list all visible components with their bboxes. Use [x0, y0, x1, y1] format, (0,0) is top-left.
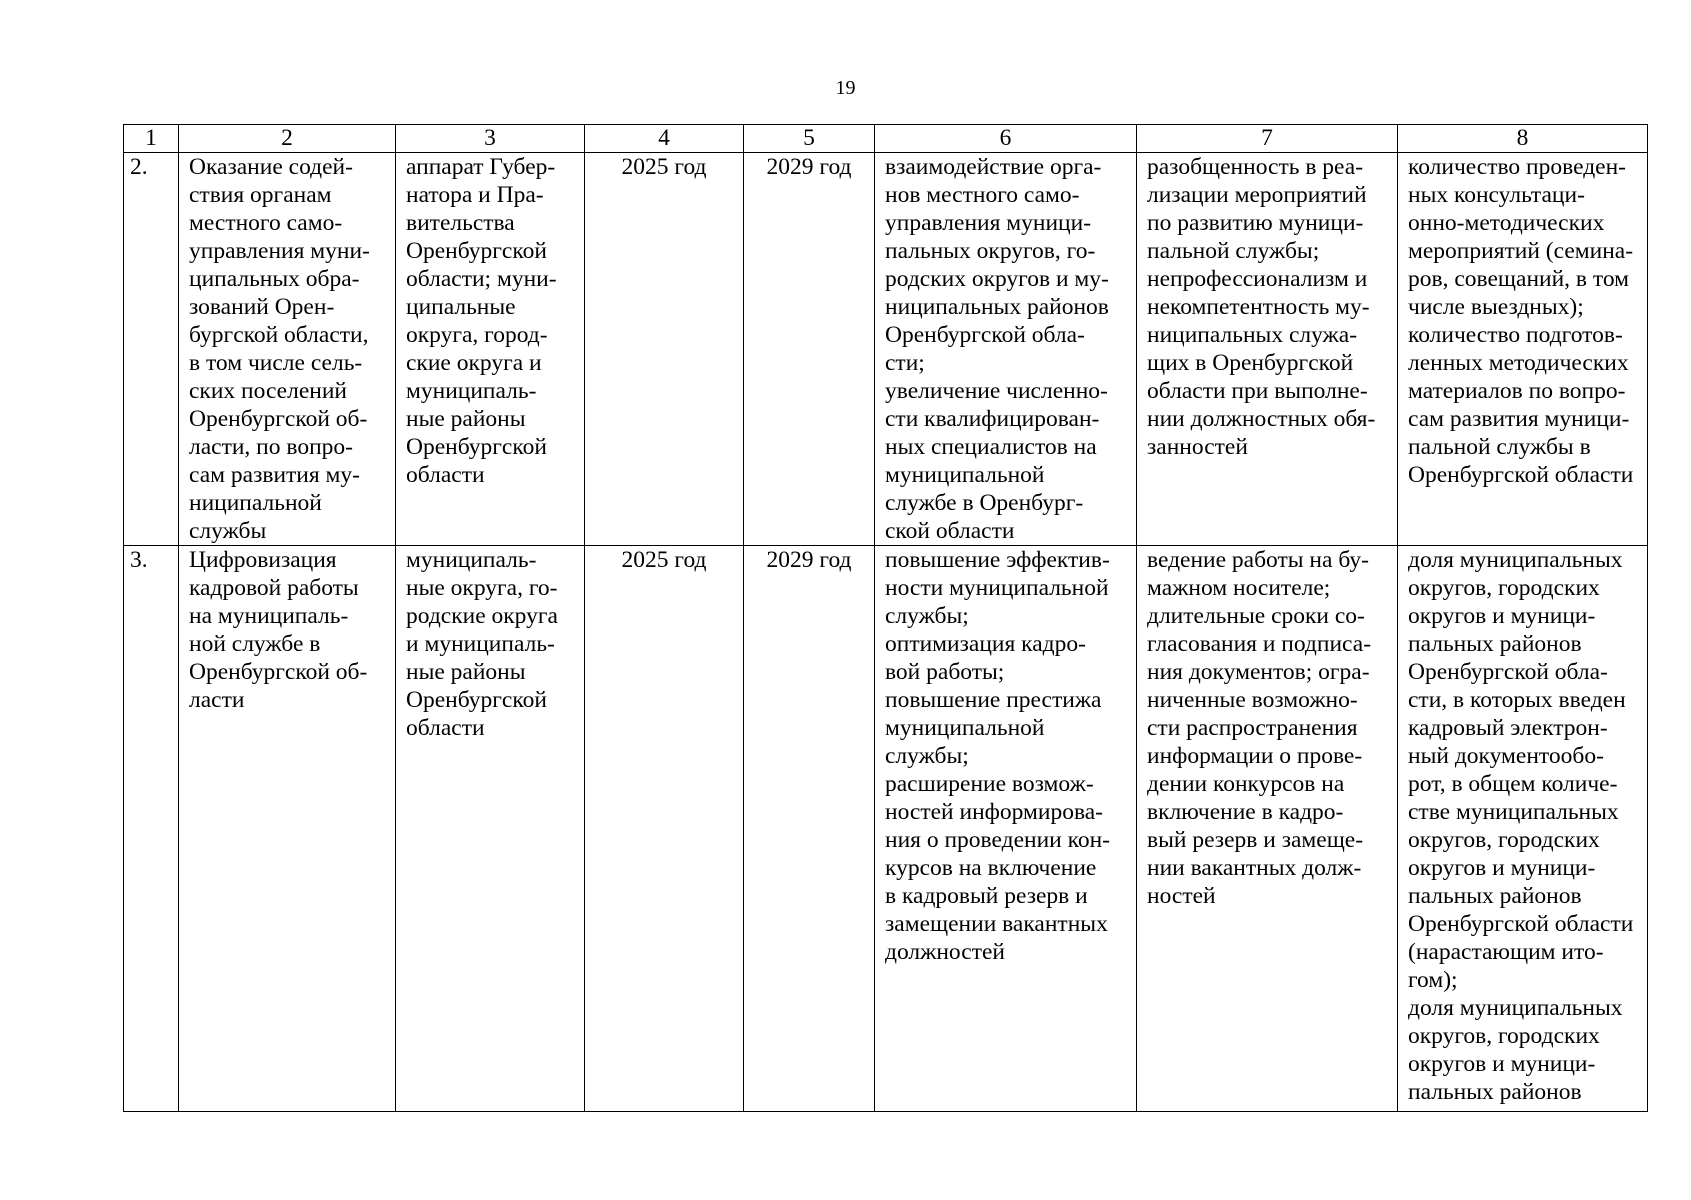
indicators-cell [1398, 546, 1648, 1112]
measure-cell [179, 153, 396, 546]
start-year-text: 2025 год [621, 547, 707, 573]
header-col-7: 7 [1137, 125, 1398, 153]
indicators-cell [1398, 153, 1648, 546]
consequences-cell [1137, 153, 1398, 546]
page-number: 19 [835, 77, 856, 99]
result-cell [875, 153, 1137, 546]
executor-text: муниципаль- ные округа, го- родские округа и муниципаль- ные районы Оренбургской области [406, 547, 558, 741]
header-col-1: 1 [124, 125, 179, 153]
executor-cell [396, 546, 585, 1112]
table-row [124, 153, 1648, 546]
header-col-8: 8 [1398, 125, 1648, 153]
header-col-3: 3 [396, 125, 585, 153]
row-number-text: 3. [130, 547, 148, 573]
start-year-cell [585, 153, 744, 546]
consequences-text: ведение работы на бу- мажном носителе; длительные сроки со- гласования и подписа- ния документов; огра- ниченные возможно- сти распространения информации о прове- дении конкурсов на включение в кадро- вый резерв и замеще- нии вакантных долж- ностей [1147, 547, 1372, 909]
indicators-text: доля муниципальных округов, городских округов и муници- пальных районов Оренбургской обла- сти, в которых введен кадровый электрон- ный документообо- рот, в общем количе- стве муниципальных округов, городских округов и муници- пальных районов Оренбургской области (нарастающим ито- гом); доля муниципальных округов, городских округов и муници- пальных районов [1408, 547, 1634, 1105]
header-col-2: 2 [179, 125, 396, 153]
end-year-text: 2029 год [766, 547, 852, 573]
result-cell [875, 546, 1137, 1112]
row-number-text: 2. [130, 154, 148, 180]
table-row [124, 546, 1648, 1112]
row-number [124, 153, 179, 546]
row-number [124, 546, 179, 1112]
header-col-5: 5 [744, 125, 875, 153]
consequences-cell [1137, 546, 1398, 1112]
end-year-text: 2029 год [766, 154, 852, 180]
start-year-cell [585, 546, 744, 1112]
executor-text: аппарат Губер- натора и Пра- вительства Оренбургской области; муни- ципальные округа, город- ские округа и муниципаль- ные районы Оренбургской области [406, 154, 557, 488]
header-col-4: 4 [585, 125, 744, 153]
measure-text: Оказание содей- ствия органам местного само- управления муни- ципальных обра- зований Орен- бургской области, в том числе сель- ских поселений Оренбургской об- ласти, по вопро- сам развития му- ниципальной службы [189, 154, 370, 544]
measure-cell [179, 546, 396, 1112]
table-header-row [124, 125, 1648, 153]
executor-cell [396, 153, 585, 546]
measures-table [123, 124, 1648, 1112]
result-text: повышение эффектив- ности муниципальной службы; оптимизация кадро- вой работы; повышение престижа муниципальной службы; расширение возмож- ностей информирова- ния о проведении кон- курсов на включение в кадровый резерв и замещении вакантных должностей [885, 547, 1110, 965]
end-year-cell [744, 546, 875, 1112]
end-year-cell [744, 153, 875, 546]
start-year-text: 2025 год [621, 154, 707, 180]
header-col-6: 6 [875, 125, 1137, 153]
consequences-text: разобщенность в реа- лизации мероприятий по развитию муници- пальной службы; непрофессионализм и некомпетентность му- ниципальных служа- щих в Оренбургской области при выполне- нии должностных обя- занностей [1147, 154, 1376, 460]
measure-text: Цифровизация кадровой работы на муниципаль- ной службе в Оренбургской об- ласти [189, 547, 368, 713]
indicators-text: количество проведен- ных консультаци- онно-методических мероприятий (семина- ров, совещаний, в том числе выездных); количество подготов- ленных методических материалов по вопро- сам развития муници- пальной службы в Оренбургской области [1408, 154, 1634, 488]
result-text: взаимодействие орга- нов местного само- управления муници- пальных округов, го- родских округов и му- ниципальных районов Оренбургской обла- сти; увеличение численно- сти квалифицирован- ных специалистов на муниципальной службе в Оренбург- ской области [885, 154, 1109, 544]
